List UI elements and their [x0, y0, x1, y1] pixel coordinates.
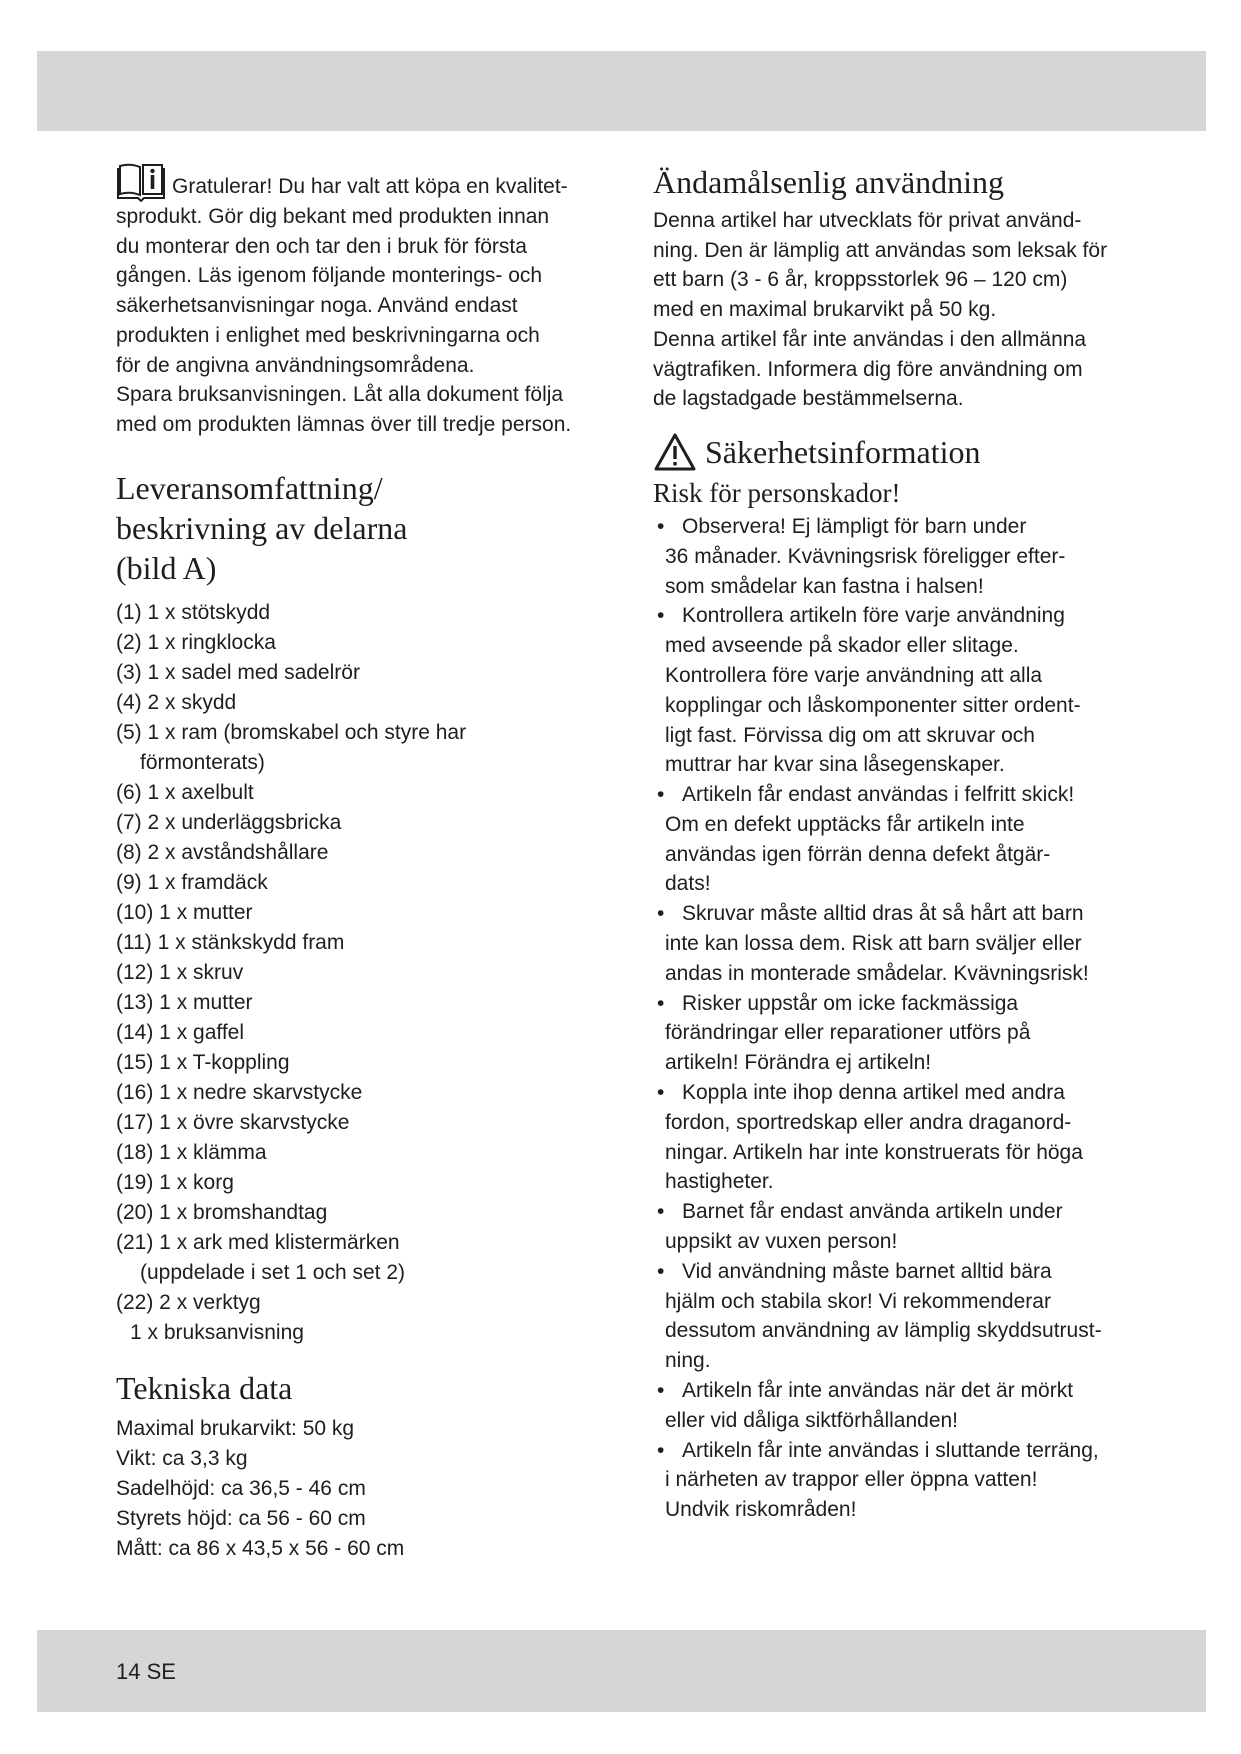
bullet-line: som smådelar kan fastna i halsen!	[665, 574, 984, 598]
tech-item: Vikt: ca 3,3 kg	[116, 1446, 248, 1470]
safety-bullet	[653, 1257, 1153, 1376]
parts-item: (8) 2 x avståndshållare	[116, 840, 329, 864]
intended-use-line: de lagstadgade bestämmelserna.	[653, 387, 964, 411]
intro-line: för de angivna användningsområdena.	[116, 353, 475, 377]
bullet-line: Kontrollera före varje användning att alla	[665, 663, 1043, 687]
intro-line: gången. Läs igenom följande monterings- och	[116, 264, 543, 288]
intended-use-line: med en maximal brukarvikt på 50 kg.	[653, 298, 997, 322]
bullet-line: hastigheter.	[665, 1170, 774, 1194]
parts-heading-line: Leveransomfattning/	[116, 469, 383, 506]
parts-heading-line: (bild A)	[116, 549, 217, 586]
bullet-line: • Risker uppstår om icke fackmässiga	[682, 991, 1019, 1015]
parts-item: (13) 1 x mutter	[116, 990, 253, 1014]
page-number: 14 SE	[116, 1659, 176, 1684]
parts-item: (2) 1 x ringklocka	[116, 630, 276, 654]
bullet-line: fordon, sportredskap eller andra draganord-	[665, 1110, 1072, 1134]
bullet-line: • Kontrollera artikeln före varje användning	[682, 604, 1065, 628]
tech-item: Maximal brukarvikt: 50 kg	[116, 1416, 355, 1440]
bullet-line: 36 månader. Kvävningsrisk föreligger efter-	[665, 544, 1066, 568]
bullet-line: andas in monterade smådelar. Kvävningsrisk!	[665, 961, 1089, 985]
parts-item: (3) 1 x sadel med sadelrör	[116, 660, 360, 684]
bullet-line: • Artikeln får inte användas i sluttande terräng,	[682, 1438, 1099, 1462]
bullet-line: uppsikt av vuxen person!	[665, 1230, 898, 1254]
parts-item: (6) 1 x axelbult	[116, 780, 254, 804]
intro-paragraph	[116, 162, 616, 440]
intro-line: Gratulerar! Du har valt att köpa en kvalitet-	[172, 175, 568, 199]
parts-item: 1 x bruksanvisning	[130, 1320, 304, 1344]
intro-line: med om produkten lämnas över till tredje person.	[116, 412, 572, 436]
safety-bullet	[653, 989, 1153, 1078]
parts-item-continuation: (uppdelade i set 1 och set 2)	[140, 1260, 406, 1284]
left-column	[116, 162, 616, 1564]
intended-use-line: vägtrafiken. Informera dig före användning om	[653, 357, 1083, 381]
bullet-line: eller vid dåliga siktförhållanden!	[665, 1408, 959, 1432]
intro-line: Spara bruksanvisningen. Låt alla dokument följa	[116, 383, 564, 407]
parts-item: (1) 1 x stötskydd	[116, 600, 271, 624]
bullet-line: • Artikeln får endast användas i felfritt skick!	[682, 783, 1075, 807]
parts-item: (10) 1 x mutter	[116, 900, 253, 924]
bullet-line: • Vid användning måste barnet alltid bära	[682, 1259, 1052, 1283]
bullet-line: artikeln! Förändra ej artikeln!	[665, 1051, 932, 1075]
bullet-line: muttrar har kvar sina låsegenskaper.	[665, 753, 1005, 777]
tech-item: Sadelhöjd: ca 36,5 - 46 cm	[116, 1476, 366, 1500]
parts-item: (4) 2 x skydd	[116, 690, 237, 714]
footer-bar	[37, 1630, 1206, 1712]
warning-triangle-icon	[653, 432, 697, 472]
intended-use-line: Denna artikel har utvecklats för privat använd-	[653, 209, 1082, 232]
parts-heading	[116, 468, 616, 588]
parts-item: (17) 1 x övre skarvstycke	[116, 1110, 350, 1134]
parts-item: (18) 1 x klämma	[116, 1140, 267, 1164]
parts-item: (9) 1 x framdäck	[116, 870, 268, 894]
parts-item: (21) 1 x ark med klistermärken	[116, 1230, 400, 1254]
safety-list	[653, 512, 1153, 1525]
bullet-line: • Artikeln får inte användas när det är mörkt	[682, 1379, 1074, 1403]
right-column	[653, 162, 1153, 1525]
bullet-line: • Observera! Ej lämpligt för barn under	[682, 514, 1027, 538]
tech-item: Mått: ca 86 x 43,5 x 56 - 60 cm	[116, 1536, 405, 1560]
bullet-line: ligt fast. Förvissa dig om att skruvar och	[665, 723, 1035, 747]
tech-list	[116, 1414, 616, 1564]
tech-item: Styrets höjd: ca 56 - 60 cm	[116, 1506, 366, 1530]
safety-heading-row	[653, 432, 1153, 472]
parts-item: (20) 1 x bromshandtag	[116, 1200, 328, 1224]
bullet-line: hjälm och stabila skor! Vi rekommenderar	[665, 1289, 1051, 1313]
bullet-line: • Barnet får endast använda artikeln under	[682, 1200, 1063, 1224]
parts-item: (5) 1 x ram (bromskabel och styre har	[116, 720, 467, 744]
parts-item: (16) 1 x nedre skarvstycke	[116, 1080, 363, 1104]
parts-heading-line: beskrivning av delarna	[116, 509, 408, 546]
intro-line: säkerhetsanvisningar noga. Använd endast	[116, 294, 518, 318]
intended-use-line: ning. Den är lämplig att användas som leksak för	[653, 238, 1108, 262]
intro-line: sprodukt. Gör dig bekant med produkten innan	[116, 205, 550, 228]
tech-heading: Tekniska data	[116, 1369, 293, 1406]
safety-bullet	[653, 512, 1153, 601]
parts-item: (11) 1 x stänkskydd fram	[116, 930, 345, 954]
intended-use-heading: Ändamålsenlig användning	[653, 164, 1005, 200]
intro-line: du monterar den och tar den i bruk för första	[116, 234, 527, 258]
safety-bullet	[653, 1197, 1153, 1257]
safety-bullet	[653, 899, 1153, 988]
bullet-line: dessutom användning av lämplig skyddsutrust-	[665, 1319, 1102, 1343]
parts-item: (22) 2 x verktyg	[116, 1290, 261, 1314]
bullet-line: ningar. Artikeln har inte konstruerats för höga	[665, 1140, 1083, 1164]
bullet-line: kopplingar och låskomponenter sitter ordent-	[665, 693, 1081, 717]
intended-use-line: ett barn (3 - 6 år, kroppsstorlek 96 – 120 cm)	[653, 268, 1068, 292]
parts-item-continuation: förmonterats)	[140, 750, 265, 774]
bullet-line: Undvik riskområden!	[665, 1498, 857, 1522]
safety-bullet	[653, 1376, 1153, 1436]
intro-line: produkten i enlighet med beskrivningarna och	[116, 323, 540, 347]
safety-bullet	[653, 780, 1153, 899]
bullet-line: ning.	[665, 1349, 711, 1373]
intended-use-paragraph	[653, 206, 1153, 414]
bullet-line: dats!	[665, 872, 711, 896]
bullet-line: med avseende på skador eller slitage.	[665, 634, 1019, 658]
intended-use-line: Denna artikel får inte användas i den allmänna	[653, 327, 1087, 351]
intro-first-line	[116, 162, 616, 202]
bullet-line: • Skruvar måste alltid dras åt så hårt att barn	[682, 902, 1084, 926]
info-book-icon	[116, 162, 166, 202]
parts-item: (14) 1 x gaffel	[116, 1020, 245, 1044]
bullet-line: • Koppla inte ihop denna artikel med andra	[682, 1081, 1065, 1105]
header-bar	[37, 51, 1206, 131]
safety-bullet	[653, 601, 1153, 780]
bullet-line: Om en defekt upptäcks får artikeln inte	[665, 812, 1025, 836]
bullet-line: inte kan lossa dem. Risk att barn sväljer eller	[665, 932, 1082, 956]
parts-item: (7) 2 x underläggsbricka	[116, 810, 342, 834]
safety-heading: Säkerhetsinformation	[705, 433, 981, 470]
safety-bullet	[653, 1078, 1153, 1197]
bullet-line: förändringar eller reparationer utförs på	[665, 1021, 1031, 1045]
parts-item: (12) 1 x skruv	[116, 960, 244, 984]
safety-subheading: Risk för personskador!	[653, 477, 901, 508]
bullet-line: i närheten av trappor eller öppna vatten!	[665, 1468, 1038, 1492]
parts-item: (19) 1 x korg	[116, 1170, 234, 1194]
safety-bullet	[653, 1436, 1153, 1525]
bullet-line: användas igen förrän denna defekt åtgär-	[665, 842, 1051, 866]
parts-list	[116, 598, 616, 1348]
parts-item: (15) 1 x T-koppling	[116, 1050, 290, 1074]
